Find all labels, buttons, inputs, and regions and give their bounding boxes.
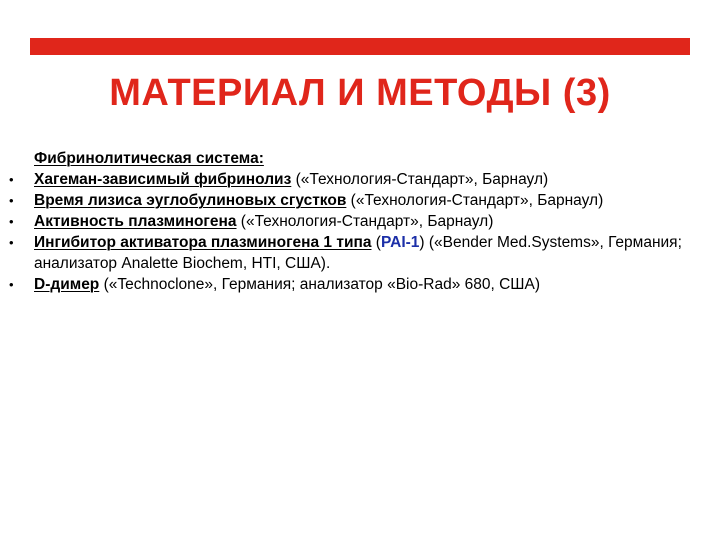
header-accent-bar xyxy=(30,38,690,55)
item-source: («Технология-Стандарт», Барнаул) xyxy=(346,192,604,209)
item-heading: Активность плазминогена xyxy=(34,213,237,230)
item-paren-open: ( xyxy=(371,234,381,251)
item-source: («Technoclone», Германия; анализатор «Bio-Rad» 680, США) xyxy=(99,276,541,293)
slide-title: МАТЕРИАЛ И МЕТОДЫ (3) xyxy=(109,72,611,114)
item-heading: Время лизиса эуглобулиновых сгустков xyxy=(34,192,347,209)
bullet-icon: • xyxy=(9,214,14,229)
list-item xyxy=(0,274,720,295)
item-heading: D-димер xyxy=(34,276,100,293)
list-item xyxy=(0,190,720,211)
list-item xyxy=(0,232,720,274)
pai1-highlight: PAI-1 xyxy=(380,234,420,251)
methods-list xyxy=(0,169,720,295)
bullet-icon: • xyxy=(9,193,14,208)
bullet-icon: • xyxy=(9,172,14,187)
bullet-icon: • xyxy=(9,277,14,292)
slide-content xyxy=(0,148,720,295)
section-subheading: Фибринолитическая система: xyxy=(34,150,264,167)
item-source: («Технология-Стандарт», Барнаул) xyxy=(236,213,494,230)
item-source: ) («Bender Med.Systems», Германия; анализатор Analette Biochem, HTI, США). xyxy=(34,234,682,272)
item-heading: Ингибитор активатора плазминогена 1 типа xyxy=(34,234,372,251)
item-source: («Технология-Стандарт», Барнаул) xyxy=(291,171,549,188)
bullet-icon: • xyxy=(9,235,14,250)
list-item xyxy=(0,169,720,190)
item-heading: Хагеман-зависимый фибринолиз xyxy=(34,171,292,188)
list-item xyxy=(0,211,720,232)
